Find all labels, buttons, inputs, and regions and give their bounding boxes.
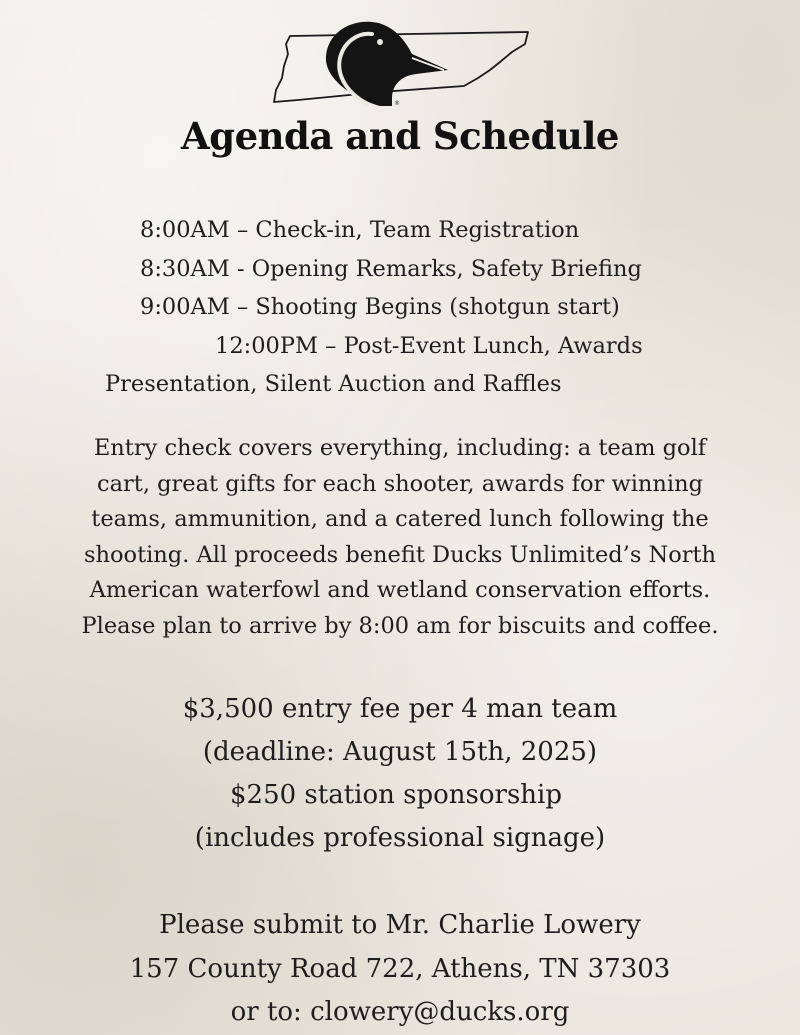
registered-mark: ® [394,100,400,107]
paragraph-line: Entry check covers everything, including: a team golf [93,435,707,461]
station-sponsorship: $250 station sponsorship [229,780,562,810]
contact-address: 157 County Road 722, Athens, TN 37303 [129,953,671,984]
agenda-item: 12:00PM – Post-Event Lunch, Awards [215,333,643,359]
ducks-unlimited-tennessee-logo-icon [268,18,532,108]
paragraph-line: American waterfowl and wetland conservation efforts. [89,577,711,604]
paragraph-line: cart, great gifts for each shooter, awards for winning [97,470,703,497]
deadline: (deadline: August 15th, 2025) [202,737,598,767]
page-title: Agenda and Schedule [181,114,619,158]
agenda-item: 9:00AM – Shooting Begins (shotgun start) [140,294,620,320]
paragraph-line: Please plan to arrive by 8:00 am for biscuits and coffee. [81,612,719,639]
contact-email[interactable]: or to: clowery@ducks.org [230,997,570,1027]
paragraph-line: shooting. All proceeds benefit Ducks Unlimited’s North [83,541,717,568]
contact-name: Please submit to Mr. Charlie Lowery [159,910,641,940]
entry-fee: $3,500 entry fee per 4 man team [182,694,618,724]
sponsorship-note: (includes professional signage) [194,823,606,853]
agenda-item: 8:00AM – Check-in, Team Registration [140,217,580,243]
agenda-item: 8:30AM - Opening Remarks, Safety Briefing [140,256,642,282]
fee-section [0,688,800,860]
contact-section [0,904,800,1035]
agenda-item: Presentation, Silent Auction and Raffles [105,371,562,397]
entry-description-paragraph [20,431,780,645]
ducks-unlimited-tennessee-logo [268,18,532,108]
paragraph-line: teams, ammunition, and a catered lunch following the [91,506,709,533]
